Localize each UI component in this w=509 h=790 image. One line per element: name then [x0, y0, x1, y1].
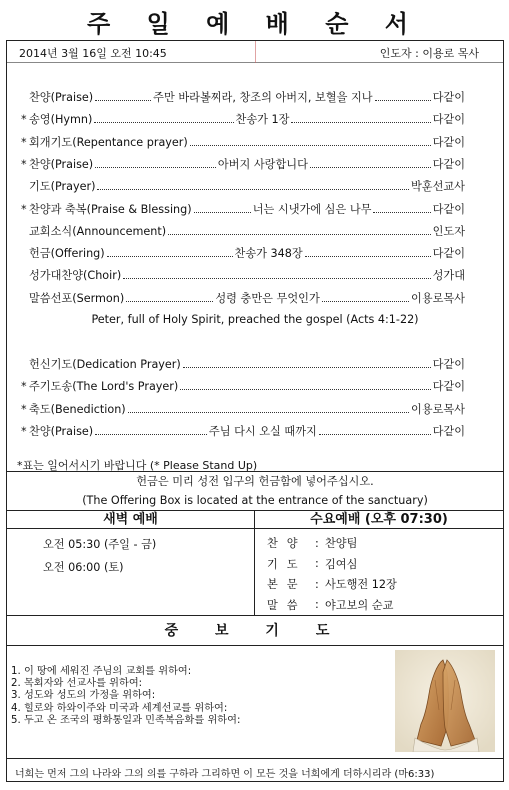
dawn-service — [7, 511, 255, 615]
order-item — [21, 421, 465, 439]
order-item-title: 찬양(Praise) — [29, 157, 94, 171]
intercession-item: 3. 성도와 성도의 가정을 위하여: — [11, 690, 156, 702]
order-item-performer: 이용로목사 — [410, 291, 465, 305]
dot-leader — [107, 256, 233, 257]
dot-leader — [123, 278, 430, 279]
order-item-performer: 다같이 — [432, 358, 465, 371]
wednesday-item-key: 본문 — [267, 578, 307, 592]
order-item-label — [21, 378, 178, 394]
intercession-title: 중 보 기 도 — [7, 616, 503, 646]
bulletin-sheet — [6, 40, 504, 782]
order-item-performer: 다같이 — [432, 247, 466, 261]
dot-leader — [128, 412, 409, 413]
order-item-detail: 주만 바라볼찌라, 창조의 아버지, 보혈을 지나 — [153, 91, 373, 104]
dot-leader — [319, 434, 431, 435]
order-item-title: 헌금(Offering) — [29, 247, 105, 261]
dot-leader — [95, 100, 151, 101]
bible-verse: 너희는 먼저 그의 나라와 그의 의를 구하라 그리하면 이 모든 것을 너희에게 더하시리라 (마6:33) — [15, 769, 435, 780]
order-item — [21, 221, 465, 239]
wednesday-item-value: 사도행전 12장 — [325, 578, 397, 592]
order-item-detail: 찬송가 1장 — [235, 113, 290, 127]
order-item — [21, 109, 465, 127]
dot-leader — [305, 256, 431, 257]
service-date: 2014년 3월 16일 오전 10:45 — [19, 47, 167, 60]
stand-marker: * — [21, 135, 27, 149]
intercession-section — [7, 646, 503, 759]
stand-marker: * — [21, 380, 27, 394]
stand-marker: * — [21, 157, 27, 171]
intercession-item: 5. 두고 온 조국의 평화통일과 민족복음화를 위하여: — [11, 714, 241, 726]
order-item-title: 헌신기도(Dedication Prayer) — [29, 358, 181, 371]
order-item-performer: 이용로목사 — [410, 402, 465, 416]
stand-marker: * — [21, 424, 27, 438]
colon: : — [315, 598, 319, 612]
order-item-detail: 너는 시냇가에 심은 나무 — [252, 202, 372, 216]
order-item-title: 찬양과 축복(Praise & Blessing) — [29, 202, 192, 216]
order-item-label — [21, 267, 121, 283]
wednesday-item-key: 기도 — [267, 557, 307, 571]
order-item-title: 기도(Prayer) — [29, 180, 96, 194]
order-item-label — [21, 245, 105, 261]
dot-leader — [95, 434, 207, 435]
order-item-label — [21, 401, 126, 417]
wednesday-service-item — [267, 533, 503, 554]
dot-leader — [310, 167, 431, 168]
order-item-performer: 다같이 — [432, 424, 465, 438]
dot-leader — [190, 145, 431, 146]
dot-leader — [168, 234, 430, 235]
offering-notice — [7, 472, 503, 511]
order-item-performer: 다같이 — [432, 135, 465, 149]
order-item-title: 축도(Benediction) — [29, 402, 126, 416]
wednesday-service — [255, 511, 503, 615]
colon: : — [315, 536, 319, 550]
dot-leader — [194, 212, 251, 213]
wednesday-service-item — [267, 595, 503, 616]
order-item-performer: 다같이 — [432, 113, 466, 127]
order-item-label — [21, 134, 188, 150]
stand-marker: * — [21, 402, 27, 416]
dot-leader — [180, 389, 430, 390]
dot-leader — [375, 100, 431, 101]
order-item-performer: 다같이 — [432, 202, 465, 216]
wednesday-item-value: 야고보의 순교 — [325, 598, 394, 612]
order-item-performer: 다같이 — [432, 157, 466, 171]
order-of-service — [7, 63, 503, 472]
order-item-title: 찬양(Praise) — [29, 424, 94, 438]
colon: : — [315, 577, 319, 591]
order-item — [21, 243, 465, 261]
wednesday-service-item — [267, 574, 503, 595]
order-item-title: 교회소식(Announcement) — [29, 224, 167, 238]
order-item-title: 말씀선포(Sermon) — [29, 291, 125, 305]
order-item-label — [21, 290, 124, 306]
order-item-label — [21, 178, 95, 194]
order-item-performer: 성가대 — [432, 269, 465, 283]
dot-leader — [95, 167, 216, 168]
order-item — [21, 265, 465, 283]
order-item-detail: 아버지 사랑합니다 — [217, 157, 308, 171]
order-item — [21, 176, 465, 194]
dot-leader — [322, 301, 409, 302]
weekday-services — [7, 511, 503, 616]
order-item-label — [21, 156, 93, 172]
wednesday-item-value: 찬양팀 — [325, 537, 358, 551]
info-divider — [255, 41, 256, 63]
order-item-performer: 다같이 — [432, 91, 465, 104]
dawn-service-title: 새벽 예배 — [7, 511, 254, 529]
order-item — [21, 154, 465, 172]
order-item-title: 회개기도(Repentance prayer) — [29, 135, 188, 149]
colon: : — [315, 557, 319, 571]
sermon-note: Peter, full of Holy Spirit, preached the gospel (Acts 4:1-22) — [91, 313, 419, 326]
wednesday-item-key: 말씀 — [267, 598, 307, 612]
order-item-title: 송영(Hymn) — [29, 113, 93, 127]
wednesday-service-title: 수요예배 (오후 07:30) — [255, 511, 503, 529]
stand-marker: * — [21, 113, 27, 127]
intercession-item: 4. 힐로와 하와이주와 미국과 세계선교를 위하여: — [11, 702, 228, 714]
order-item-detail: 찬송가 348장 — [234, 247, 303, 261]
order-item-title: 찬양(Praise) — [29, 91, 94, 104]
order-item-performer: 인도자 — [432, 224, 465, 238]
order-item-label — [21, 423, 93, 439]
dot-leader — [373, 212, 430, 213]
dot-leader — [291, 122, 430, 123]
order-item-title: 주기도송(The Lord's Prayer) — [29, 380, 179, 394]
order-item — [21, 376, 465, 394]
order-item-label — [21, 89, 93, 105]
order-item — [21, 87, 465, 105]
order-item-label — [21, 201, 192, 217]
service-leader: 인도자 : 이용로 목사 — [379, 47, 479, 60]
dot-leader — [183, 367, 431, 368]
dawn-service-time: 오전 05:30 (주일 - 금) — [43, 538, 157, 551]
dot-leader — [126, 301, 213, 302]
stand-marker: * — [21, 202, 27, 216]
intercession-item: 1. 이 땅에 세워진 주님의 교회를 위하여: — [11, 666, 192, 677]
offering-notice-korean: 헌금은 미리 성전 입구의 헌금함에 넣어주십시오. — [136, 475, 374, 488]
page-title: 주 일 예 배 순 서 — [87, 10, 422, 38]
order-item-performer: 박훈선교사 — [410, 180, 465, 194]
wednesday-service-item — [267, 554, 503, 575]
stand-up-note: *표는 일어서시기 바랍니다 (* Please Stand Up) — [17, 459, 258, 473]
intercession-list — [11, 666, 240, 727]
order-item — [21, 354, 465, 372]
order-item — [21, 199, 465, 217]
dot-leader — [94, 122, 233, 123]
info-bar — [7, 41, 503, 63]
order-item — [21, 132, 465, 150]
order-item-label — [21, 223, 166, 239]
order-item — [21, 399, 465, 417]
order-item-detail: 주님 다시 오실 때까지 — [208, 424, 317, 438]
offering-notice-english: (The Offering Box is located at the entrance of the sanctuary) — [82, 494, 428, 507]
order-item-detail: 성령 충만은 무엇인가 — [215, 291, 320, 305]
order-item-label — [21, 111, 92, 127]
order-item-title: 성가대찬양(Choir) — [29, 269, 122, 283]
dot-leader — [97, 189, 409, 190]
order-item-label — [21, 356, 181, 372]
wednesday-item-value: 김여심 — [325, 557, 358, 571]
order-item — [21, 288, 465, 306]
order-item-performer: 다같이 — [432, 380, 465, 394]
intercession-item: 2. 목회자와 선교사를 위하여: — [11, 678, 143, 690]
praying-hands-image — [395, 650, 495, 752]
dawn-service-time: 오전 06:00 (토) — [43, 561, 124, 574]
wednesday-item-key: 찬양 — [267, 537, 307, 551]
